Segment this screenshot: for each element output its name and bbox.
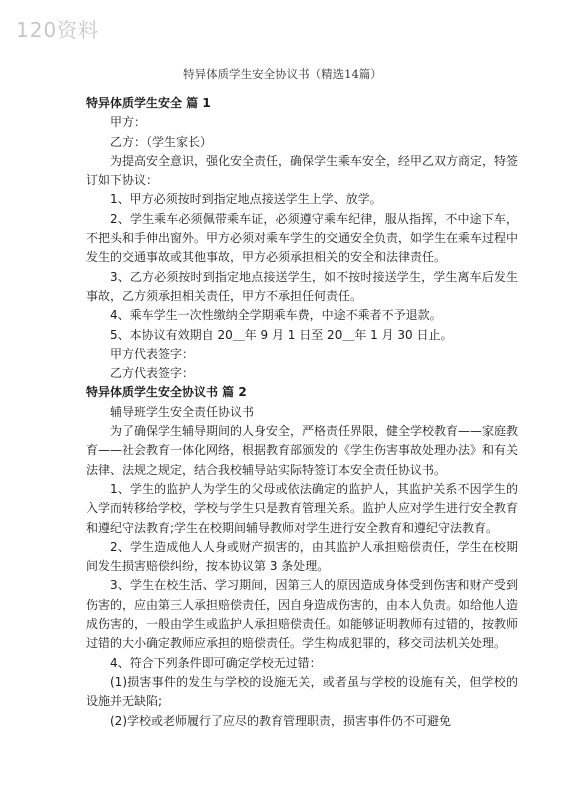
section1-intro: 为提高安全意识，强化安全责任，确保学生乘车安全，经甲乙双方商定，特签订如下协议： [86,153,519,188]
section2-item-1: 1、学生的监护人为学生的父母或依法确定的监护人，其监护关系不因学生的入学而转移给学校，学校与学生只是教育管理关系。监护人应对学生进行安全教育和遵纪守法教育;学生在校期间辅导教师对学生进行安全教育和遵纪守法教育。 [86,481,519,535]
section1-item-2: 2、学生乘车必须佩带乘车证，必须遵守乘车纪律，服从指挥，不中途下车，不把头和手伸出窗外。甲方必须对乘车学生的交通安全负责，如学生在乘车过程中发生的交通事故或其他事故，甲方必须承担相关的安全和法律责任。 [86,211,519,265]
section2-item-4: 4、符合下列条件即可确定学校无过错： [110,655,322,670]
section1-item-4: 4、乘车学生一次性缴纳全学期乘车费，中途不乘者不予退款。 [110,308,442,323]
section1-heading: 特异体质学生安全 篇 1 [86,96,211,110]
watermark: 120资料 [16,18,100,42]
section2-heading: 特异体质学生安全协议书 篇 2 [86,385,247,400]
document-body [86,94,518,731]
section1-item-3: 3、乙方必须按时到指定地点接送学生，如不按时接送学生，学生离车后发生事故，乙方须承担相关责任，甲方不承担任何责任。 [86,269,518,303]
party-a-line: 甲方： [110,115,147,130]
section2-item-3: 3、学生在校生活、学习期间，因第三人的原因造成身体受到伤害和财产受到伤害的，应由第三人承担赔偿责任，因自身造成伤害的，由本人负责。如给他人造成伤害的，一般由学生或监护人承担赔偿责任。如能够证明教师有过错的，按教师过错的大小确定教师应承担的赔偿责任。学生构成犯罪的，移交司法机关处理。 [86,578,519,651]
sign-b-line: 乙方代表签字： [110,366,195,381]
section1-item-1: 1、甲方必须按时到指定地点接送学生上学、放学。 [110,192,382,207]
party-b-line: 乙方：（学生家长） [110,134,213,149]
sign-a-line: 甲方代表签字： [110,346,195,361]
section2-intro: 为了确保学生辅导期间的人身安全，严格责任界限，健全学校教育——家庭教育——社会教育一体化网络，根据教育部颁发的《学生伤害事故处理办法》和有关法律、法规之规定，结合我校辅导站实际特签订本安全责任协议书。 [86,424,519,477]
section2-subitem-1: (1)损害事件的发生与学校的设施无关，或者虽与学校的设施有关，但学校的设施并无缺陷; [86,674,518,709]
document-title: 特异体质学生安全协议书（精选14篇） [183,67,382,81]
section2-item-2: 2、学生造成他人人身或财产损害的，由其监护人承担赔偿责任，学生在校期间发生损害赔偿纠纷，按本协议第 3 条处理。 [86,539,518,574]
section1-item-5: 5、本协议有效期自 20＿年 9 月 1 日至 20＿年 1 月 30 日止。 [110,327,453,342]
section2-subtitle: 辅导班学生安全责任协议书 [110,404,255,419]
section2-subitem-2: (2)学校或老师履行了应尽的教育管理职责，损害事件仍不可避免 [110,713,452,728]
